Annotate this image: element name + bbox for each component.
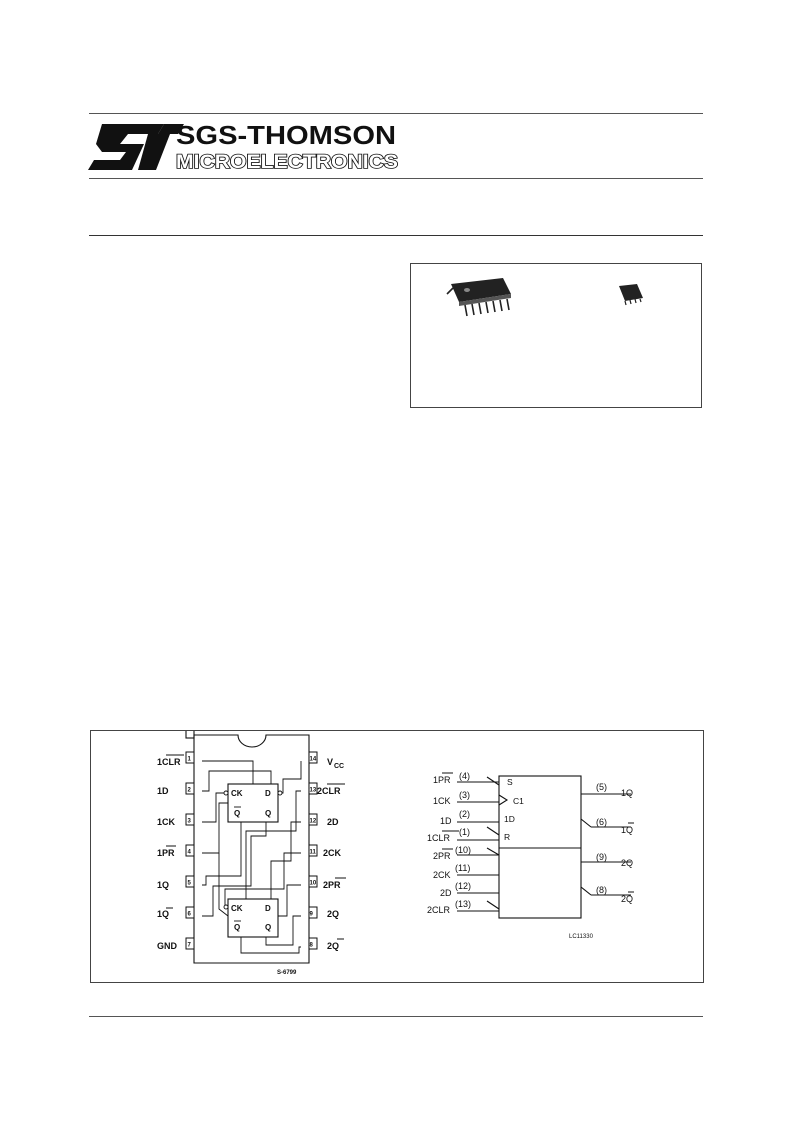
header-bottom-rule	[89, 178, 703, 179]
logic-1d: 1D	[504, 814, 515, 824]
pin-out-2qbar: (8)	[596, 885, 607, 895]
input-1clr: 1CLR	[427, 833, 451, 843]
logic-s: S	[507, 777, 513, 787]
logic-block	[487, 776, 591, 918]
pin-number-10: 10	[309, 880, 317, 887]
pin-1clr: (1)	[459, 827, 470, 837]
right-pin-boxes	[309, 752, 317, 949]
pin-1pr: (4)	[459, 771, 470, 781]
pin-label-vcc: V	[327, 757, 334, 767]
pin-label-1pr: 1PR	[157, 848, 175, 858]
pin-number-3: 3	[187, 818, 191, 825]
ff1-d: D	[265, 789, 271, 798]
header-top-rule	[89, 113, 703, 114]
pin-1ck: (3)	[459, 790, 470, 800]
ff2-q: Q	[265, 923, 272, 932]
input-1ck: 1CK	[433, 796, 451, 806]
pin-label-2qbar: 2Q	[327, 941, 340, 951]
pin-number-14: 14	[309, 756, 317, 763]
output-2qbar: 2Q	[621, 894, 634, 904]
ff2-qbar: Q	[234, 923, 241, 932]
pin-number-5: 5	[187, 880, 191, 887]
pin-number-12: 12	[309, 818, 317, 825]
pin-label-1ck: 1CK	[157, 817, 176, 827]
logic-output-lines	[581, 794, 634, 895]
title-rule	[89, 235, 703, 236]
pin-2clr: (13)	[455, 899, 472, 909]
so-package-icon	[619, 284, 643, 305]
pin-label-2ck: 2CK	[323, 848, 342, 858]
pin-label-gnd: GND	[157, 941, 177, 951]
logic-r: R	[504, 832, 511, 842]
pin-number-2: 2	[187, 787, 191, 794]
pin-number-11: 11	[309, 849, 316, 856]
pin-2d: (12)	[455, 881, 472, 891]
pin-label-1d: 1D	[157, 786, 169, 796]
dip-package-icon	[447, 278, 511, 316]
company-logo	[88, 122, 408, 172]
pin-2ck: (11)	[455, 863, 471, 873]
pin-label-2clr: 2CLR	[317, 786, 341, 796]
pin-label-2d: 2D	[327, 817, 339, 827]
brand-subtitle: MICROELECTRONICS	[176, 152, 398, 172]
output-2q: 2Q	[621, 858, 634, 868]
pin-number-7: 7	[187, 942, 191, 949]
pin-label-1qbar: 1Q	[157, 909, 170, 919]
pin-number-9: 9	[309, 911, 313, 918]
pin-1d: (2)	[459, 809, 470, 819]
pin-out-1qbar: (6)	[596, 817, 607, 827]
package-box	[410, 263, 702, 408]
pin-2pr: (10)	[455, 845, 472, 855]
pin-number-8: 8	[309, 942, 313, 949]
package-illustrations	[411, 264, 701, 407]
footer-rule	[89, 1016, 703, 1017]
pin-label-1clr: 1CLR	[157, 757, 181, 767]
brand-name: SGS-THOMSON	[176, 122, 396, 150]
pin-number-13: 13	[309, 787, 317, 794]
logic-c1: C1	[513, 796, 524, 806]
pin-out-2q: (9)	[596, 852, 607, 862]
input-2ck: 2CK	[433, 870, 451, 880]
figure-diagrams	[91, 731, 703, 982]
ic-body	[194, 735, 309, 963]
pin-number-6: 6	[187, 911, 191, 918]
pin-connection-diagram	[186, 731, 309, 963]
ff1-qbar: Q	[234, 809, 241, 818]
pin-label-vcc-sub: CC	[334, 763, 345, 770]
output-1qbar: 1Q	[621, 825, 634, 835]
output-1q: 1Q	[621, 788, 634, 798]
figure-box	[90, 730, 704, 983]
ff1-q: Q	[265, 809, 272, 818]
left-pin-boxes	[186, 752, 194, 949]
pin-label-2pr: 2PR	[323, 880, 341, 890]
pin-label-2q: 2Q	[327, 909, 340, 919]
internal-wiring	[202, 761, 301, 953]
pin-number-4: 4	[187, 849, 191, 856]
input-1d: 1D	[440, 816, 452, 826]
pin-number-1: 1	[187, 756, 191, 763]
st-logo-icon	[88, 124, 184, 170]
input-2clr: 2CLR	[427, 905, 451, 915]
input-2d: 2D	[440, 888, 452, 898]
logic-code: LC11330	[569, 934, 593, 940]
ff2-d: D	[265, 904, 271, 913]
pin-label-1q: 1Q	[157, 880, 170, 890]
pin-out-1q: (5)	[596, 782, 607, 792]
pinout-code: S-6799	[277, 970, 297, 976]
input-1pr: 1PR	[433, 775, 451, 785]
input-2pr: 2PR	[433, 851, 451, 861]
ff1-ck: CK	[231, 789, 243, 798]
left-pins	[186, 731, 194, 738]
ff2-ck: CK	[231, 904, 243, 913]
